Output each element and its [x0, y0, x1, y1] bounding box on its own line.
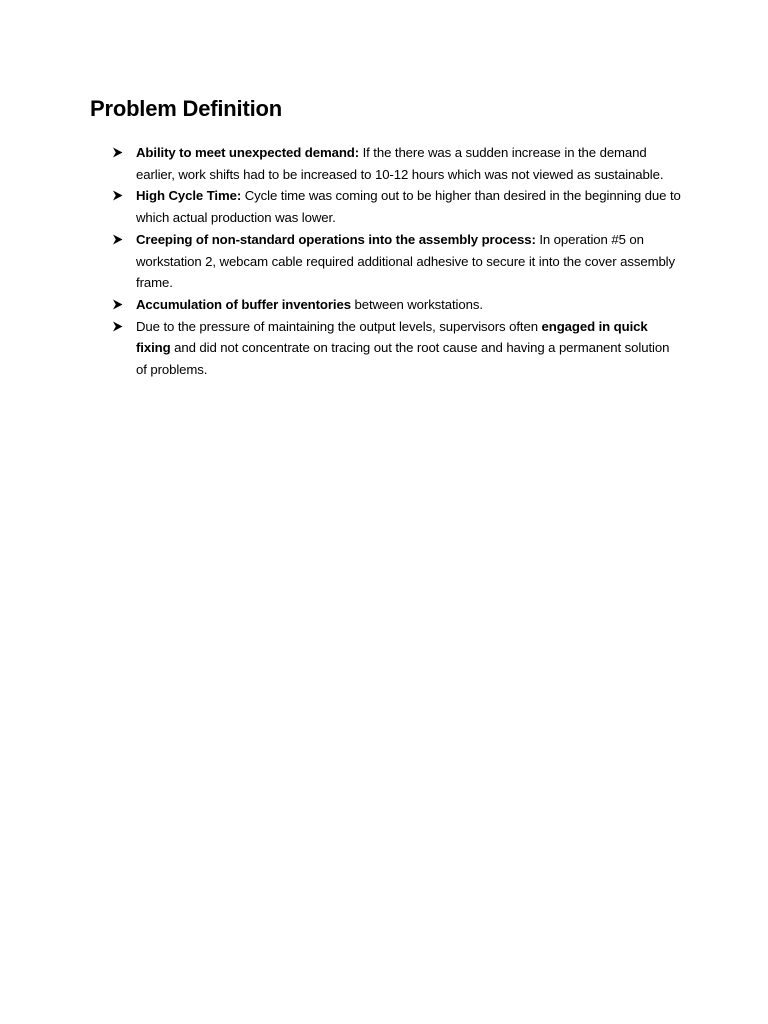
list-item [112, 316, 682, 381]
list-item-lead: Creeping of non-standard operations into the assembly process: [136, 231, 536, 247]
arrowhead-bullet-icon [112, 294, 126, 316]
page-title: Problem Definition [90, 96, 282, 121]
arrowhead-bullet-icon [112, 316, 126, 338]
arrowhead-bullet-icon [112, 142, 126, 164]
list-item-emphasis: engaged in quick fixing [136, 318, 648, 356]
list-item [112, 229, 682, 294]
list-item-lead: Accumulation of buffer inventories [136, 296, 351, 312]
list-item-text: and did not concentrate on tracing out the root cause and having a permanent solution of problems. [136, 340, 670, 378]
list-item-text: between workstations. [350, 296, 483, 312]
arrowhead-bullet-icon [112, 229, 126, 251]
list-item-text: Cycle time was coming out to be higher than desired in the beginning due to which actual production was lower. [136, 188, 681, 226]
list-item-lead: High Cycle Time: [136, 188, 242, 204]
list-item-text: In operation #5 on workstation 2, webcam cable required additional adhesive to secure it into the cover assembly frame. [136, 231, 676, 291]
list-item [112, 185, 682, 228]
list-item-text-start: Due to the pressure of maintaining the output levels, supervisors often [136, 318, 542, 334]
problem-list [112, 142, 682, 381]
list-item [112, 142, 682, 185]
list-item-lead: Ability to meet unexpected demand: [136, 145, 360, 160]
arrowhead-bullet-icon [112, 185, 126, 207]
list-item [112, 294, 682, 316]
list-item-text: If the there was a sudden increase in the demand earlier, work shifts had to be increased to 10-12 hours which was not viewed as sustainable. [136, 145, 664, 182]
